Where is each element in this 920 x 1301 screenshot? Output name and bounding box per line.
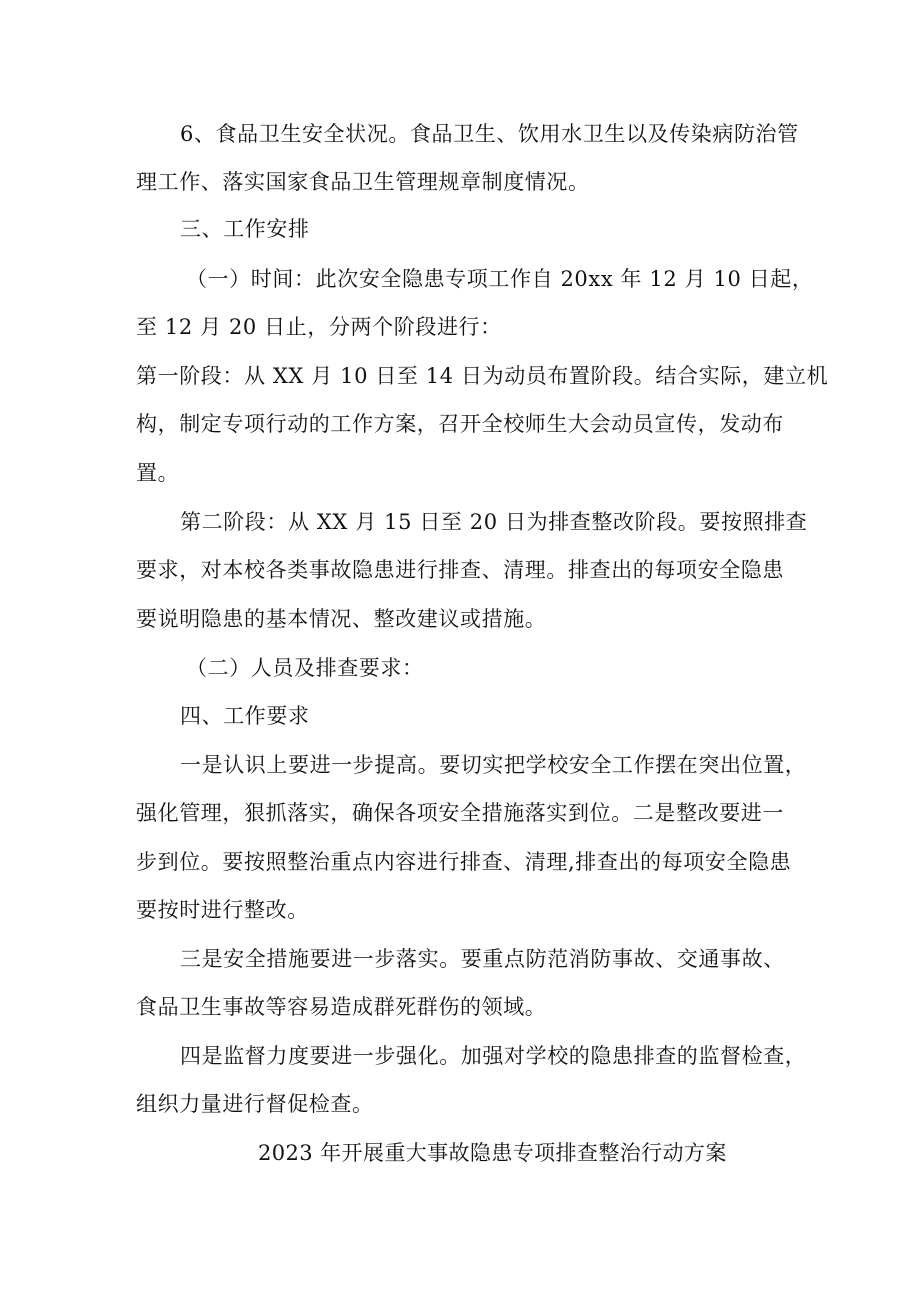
paragraph-line: 构，制定专项行动的工作方案，召开全校师生大会动员宣传，发动布 bbox=[136, 412, 784, 436]
paragraph-line: 组织力量进行督促检查。 bbox=[136, 1092, 374, 1116]
paragraph-line: 要说明隐患的基本情况、整改建议或措施。 bbox=[136, 607, 547, 631]
paragraph-line: 食品卫生事故等容易造成群死群伤的领域。 bbox=[136, 995, 547, 1019]
section-heading: 四、工作要求 bbox=[180, 704, 310, 728]
paragraph-line: 四是监督力度要进一步强化。加强对学校的隐患排查的监督检查， bbox=[180, 1044, 807, 1068]
document-title: 2023 年开展重大事故隐患专项排查整治行动方案 bbox=[258, 1141, 727, 1165]
paragraph-line: 6、食品卫生安全状况。食品卫生、饮用水卫生以及传染病防治管 bbox=[180, 122, 799, 146]
paragraph-line: 至 12 月 20 日止，分两个阶段进行： bbox=[136, 315, 502, 339]
paragraph-line: （一）时间：此次安全隐患专项工作自 20xx 年 12 月 10 日起， bbox=[186, 267, 814, 291]
section-heading: 三、工作安排 bbox=[180, 217, 310, 241]
paragraph-line: 第一阶段：从 XX 月 10 日至 14 日为动员布置阶段。结合实际，建立机 bbox=[136, 364, 829, 388]
subsection-heading: （二）人员及排查要求： bbox=[186, 656, 424, 680]
paragraph-line: 强化管理，狠抓落实，确保各项安全措施落实到位。二是整改要进一 bbox=[136, 801, 784, 825]
paragraph-line: 步到位。要按照整治重点内容进行排查、清理,排查出的每项安全隐患 bbox=[136, 850, 792, 874]
paragraph-line: 第二阶段：从 XX 月 15 日至 20 日为排查整改阶段。要按照排查 bbox=[180, 510, 808, 534]
paragraph-line: 要求，对本校各类事故隐患进行排查、清理。排查出的每项安全隐患 bbox=[136, 558, 784, 582]
paragraph-line: 理工作、落实国家食品卫生管理规章制度情况。 bbox=[136, 170, 590, 194]
paragraph-line: 三是安全措施要进一步落实。要重点防范消防事故、交通事故、 bbox=[180, 947, 785, 971]
paragraph-line: 一是认识上要进一步提高。要切实把学校安全工作摆在突出位置， bbox=[180, 753, 807, 777]
paragraph-line: 置。 bbox=[136, 461, 180, 485]
paragraph-line: 要按时进行整改。 bbox=[136, 898, 309, 922]
